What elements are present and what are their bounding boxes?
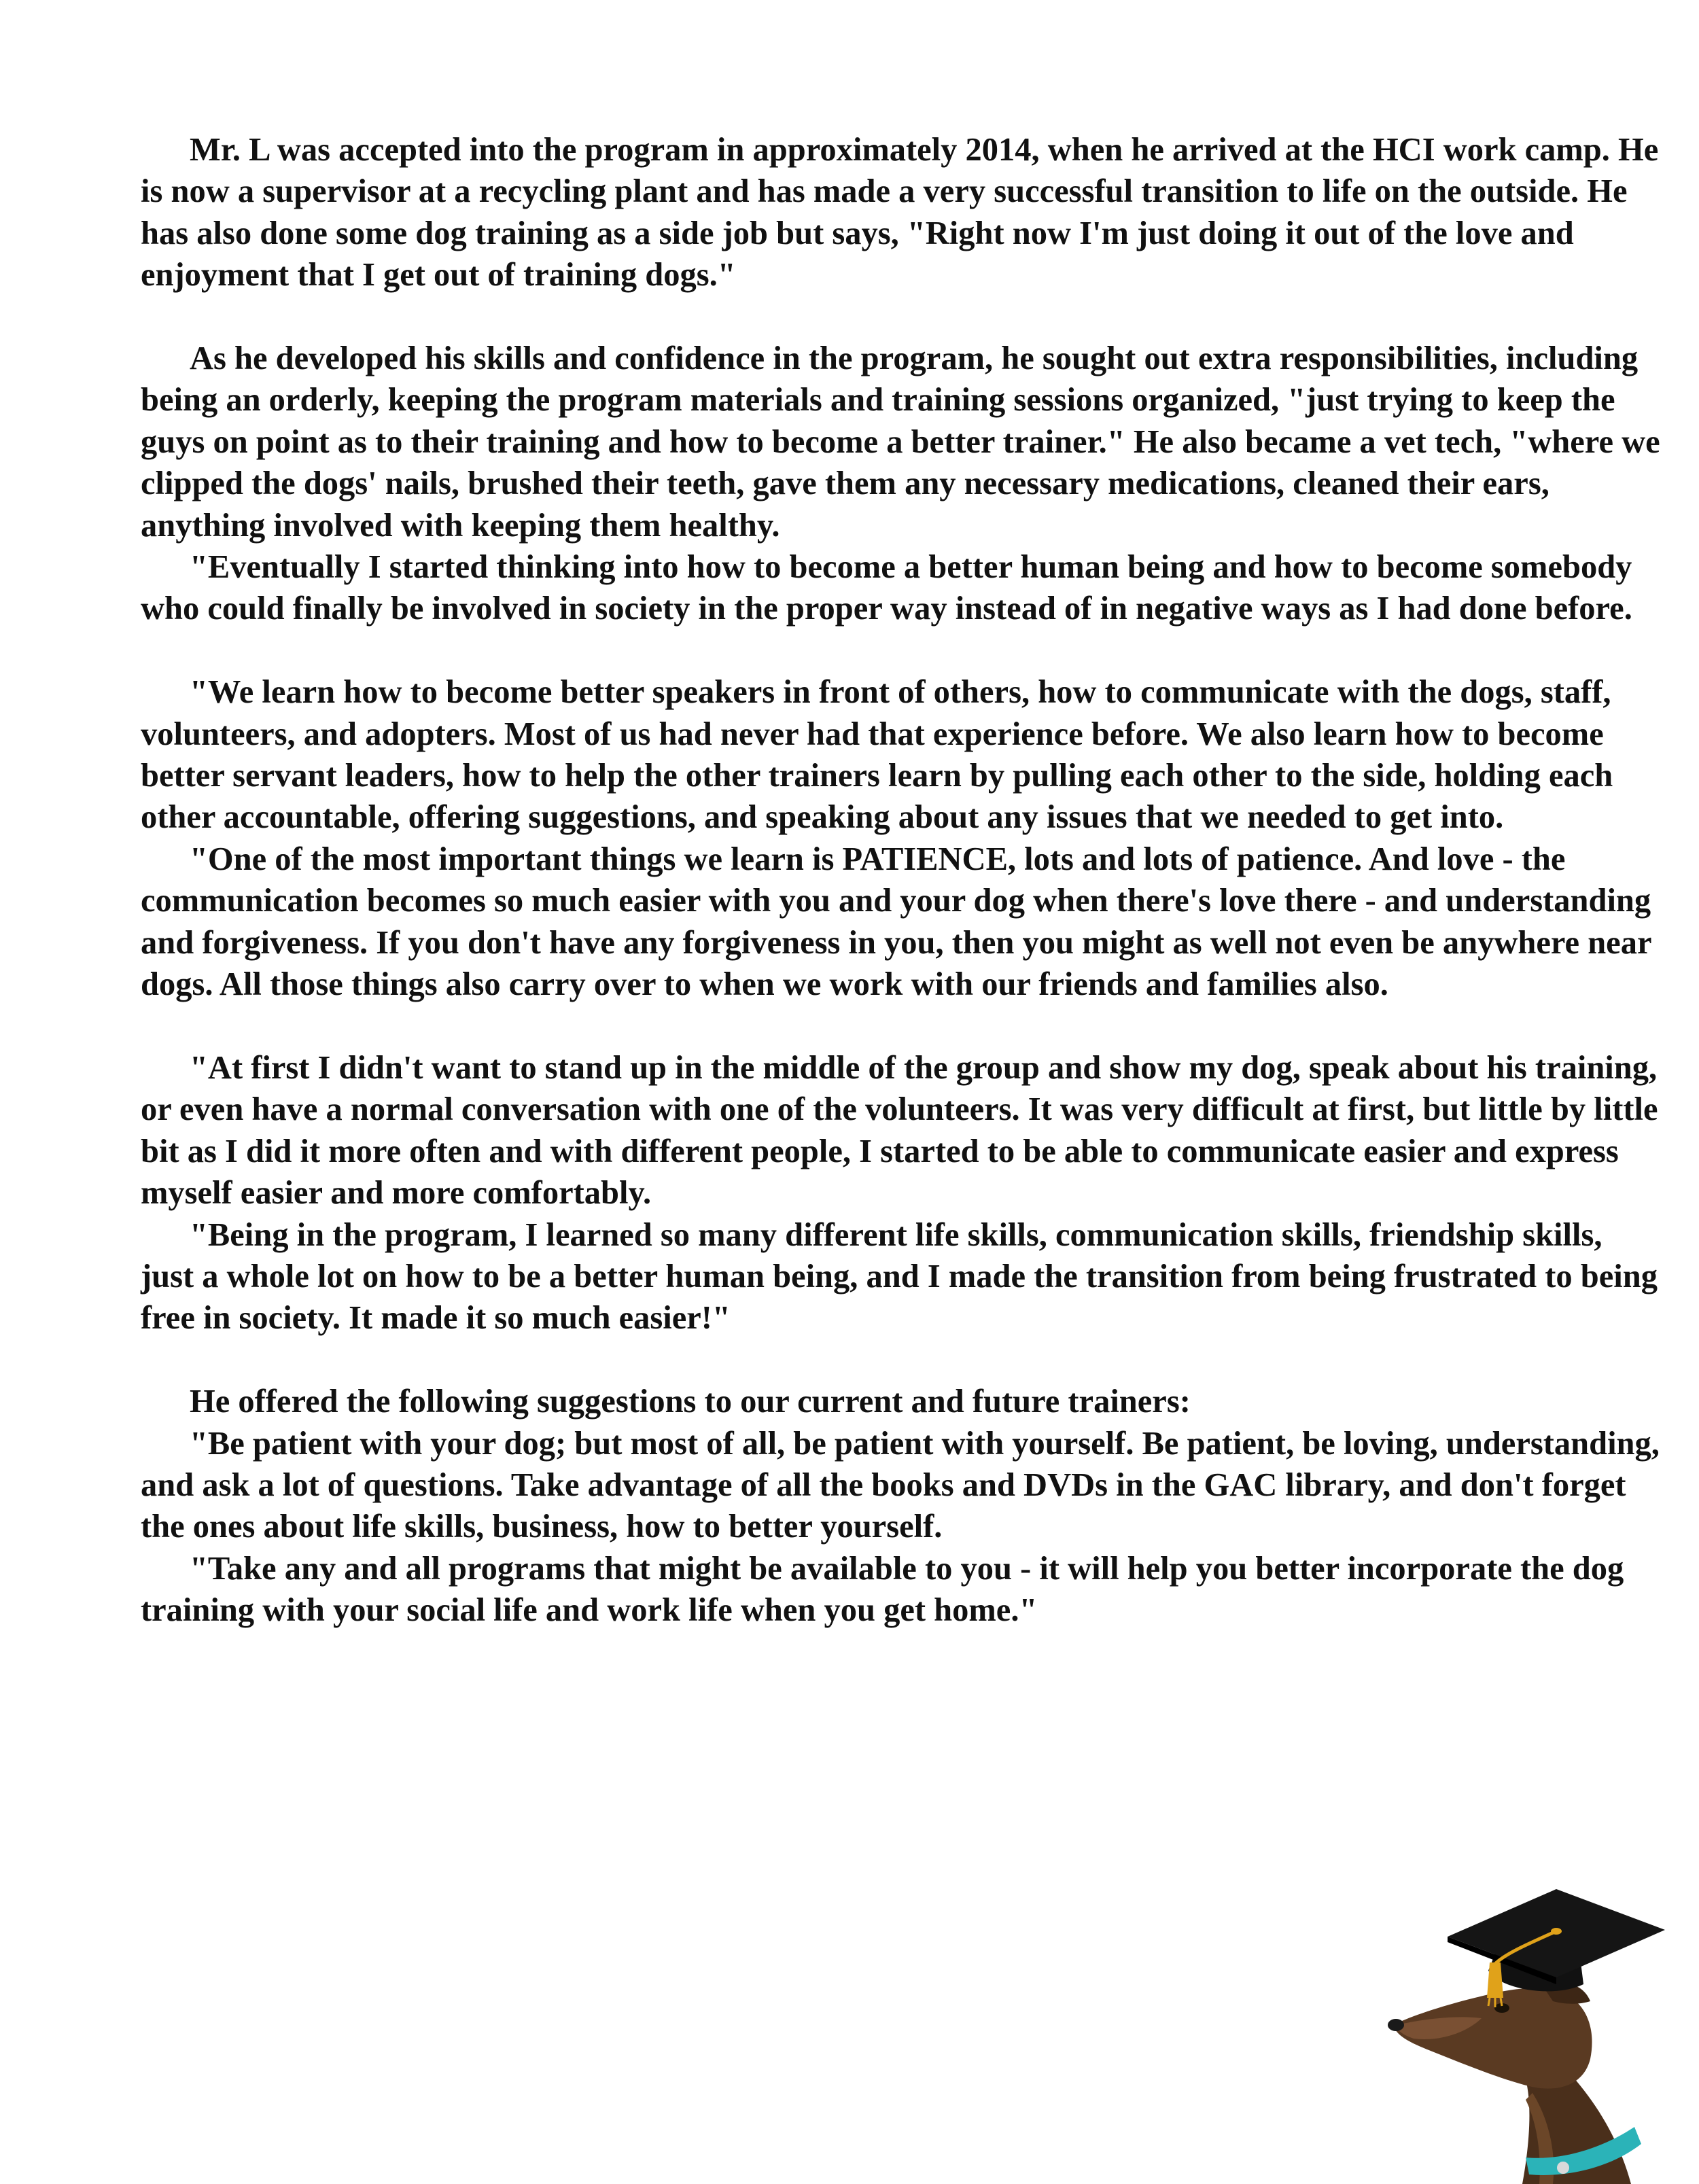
paragraph-9: "Be patient with your dog; but most of all, be patient with yourself. Be patient, be loving, understanding, and ask a lot of questions. Take advantage of all the books and DVDs in the GAC library, and don't forget the ones about life skills, business, how to better yourself.	[141, 1425, 1660, 1545]
paragraph-4: "We learn how to become better speakers in front of others, how to communicate with the dogs, staff, volunteers, and adopters. Most of us had never had that experience before. We also learn how to become better servant leaders, how to help the other trainers learn by pulling each other to the side, holding each other accountable, offering suggestions, and speaking about any issues that we needed to get into.	[141, 674, 1613, 836]
paragraph-2: As he developed his skills and confidence in the program, he sought out extra responsibilities, including being an orderly, keeping the program materials and training sessions organized, "just trying to keep the guys on point as to their training and how to become a better trainer." He also became a vet tech, "where we clipped the dogs' nails, brushed their teeth, gave them any necessary medications, cleaned their ears, anything involved with keeping them healthy.	[141, 340, 1660, 544]
paragraph-5: "One of the most important things we learn is PATIENCE, lots and lots of patience. And love - the communication becomes so much easier with you and your dog when there's love there - and understanding and forgiveness. If you don't have any forgiveness in you, then you might as well not even be anywhere near dogs. All those things also carry over to when we work with our friends and families also.	[141, 841, 1651, 1003]
paragraph-7: "Being in the program, I learned so many different life skills, communication skills, friendship skills, just a whole lot on how to be a better human being, and I made the transition from being frustrated to being free in society. It made it so much easier!"	[141, 1216, 1658, 1337]
paragraph-6: "At first I didn't want to stand up in the middle of the group and show my dog, speak about his training, or even have a normal conversation with one of the volunteers. It was very difficult at first, but little by little bit as I did it more often and with different people, I started to be able to communicate easier and express myself easier and more comfortably.	[141, 1049, 1658, 1212]
paragraph-10: "Take any and all programs that might be available to you - it will help you better incorporate the dog training with your social life and work life when you get home."	[141, 1550, 1624, 1629]
paragraph-8: He offered the following suggestions to our current and future trainers:	[190, 1384, 1191, 1420]
dog-graduation-cap-illustration	[1386, 1889, 1672, 2184]
dog-graduate-icon	[1386, 1889, 1672, 2184]
paragraph-1: Mr. L was accepted into the program in approximately 2014, when he arrived at the HCI work camp. He is now a supervisor at a recycling plant and has made a very successful transition to life on the outside. He has also done some dog training as a side job but says, "Right now I'm just doing it out of the love and enjoyment that I get out of training dogs."	[141, 132, 1659, 294]
body-text	[141, 129, 1663, 1632]
paragraph-3: "Eventually I started thinking into how to become a better human being and how to become somebody who could finally be involved in society in the proper way instead of in negative ways as I had done before.	[141, 549, 1632, 627]
